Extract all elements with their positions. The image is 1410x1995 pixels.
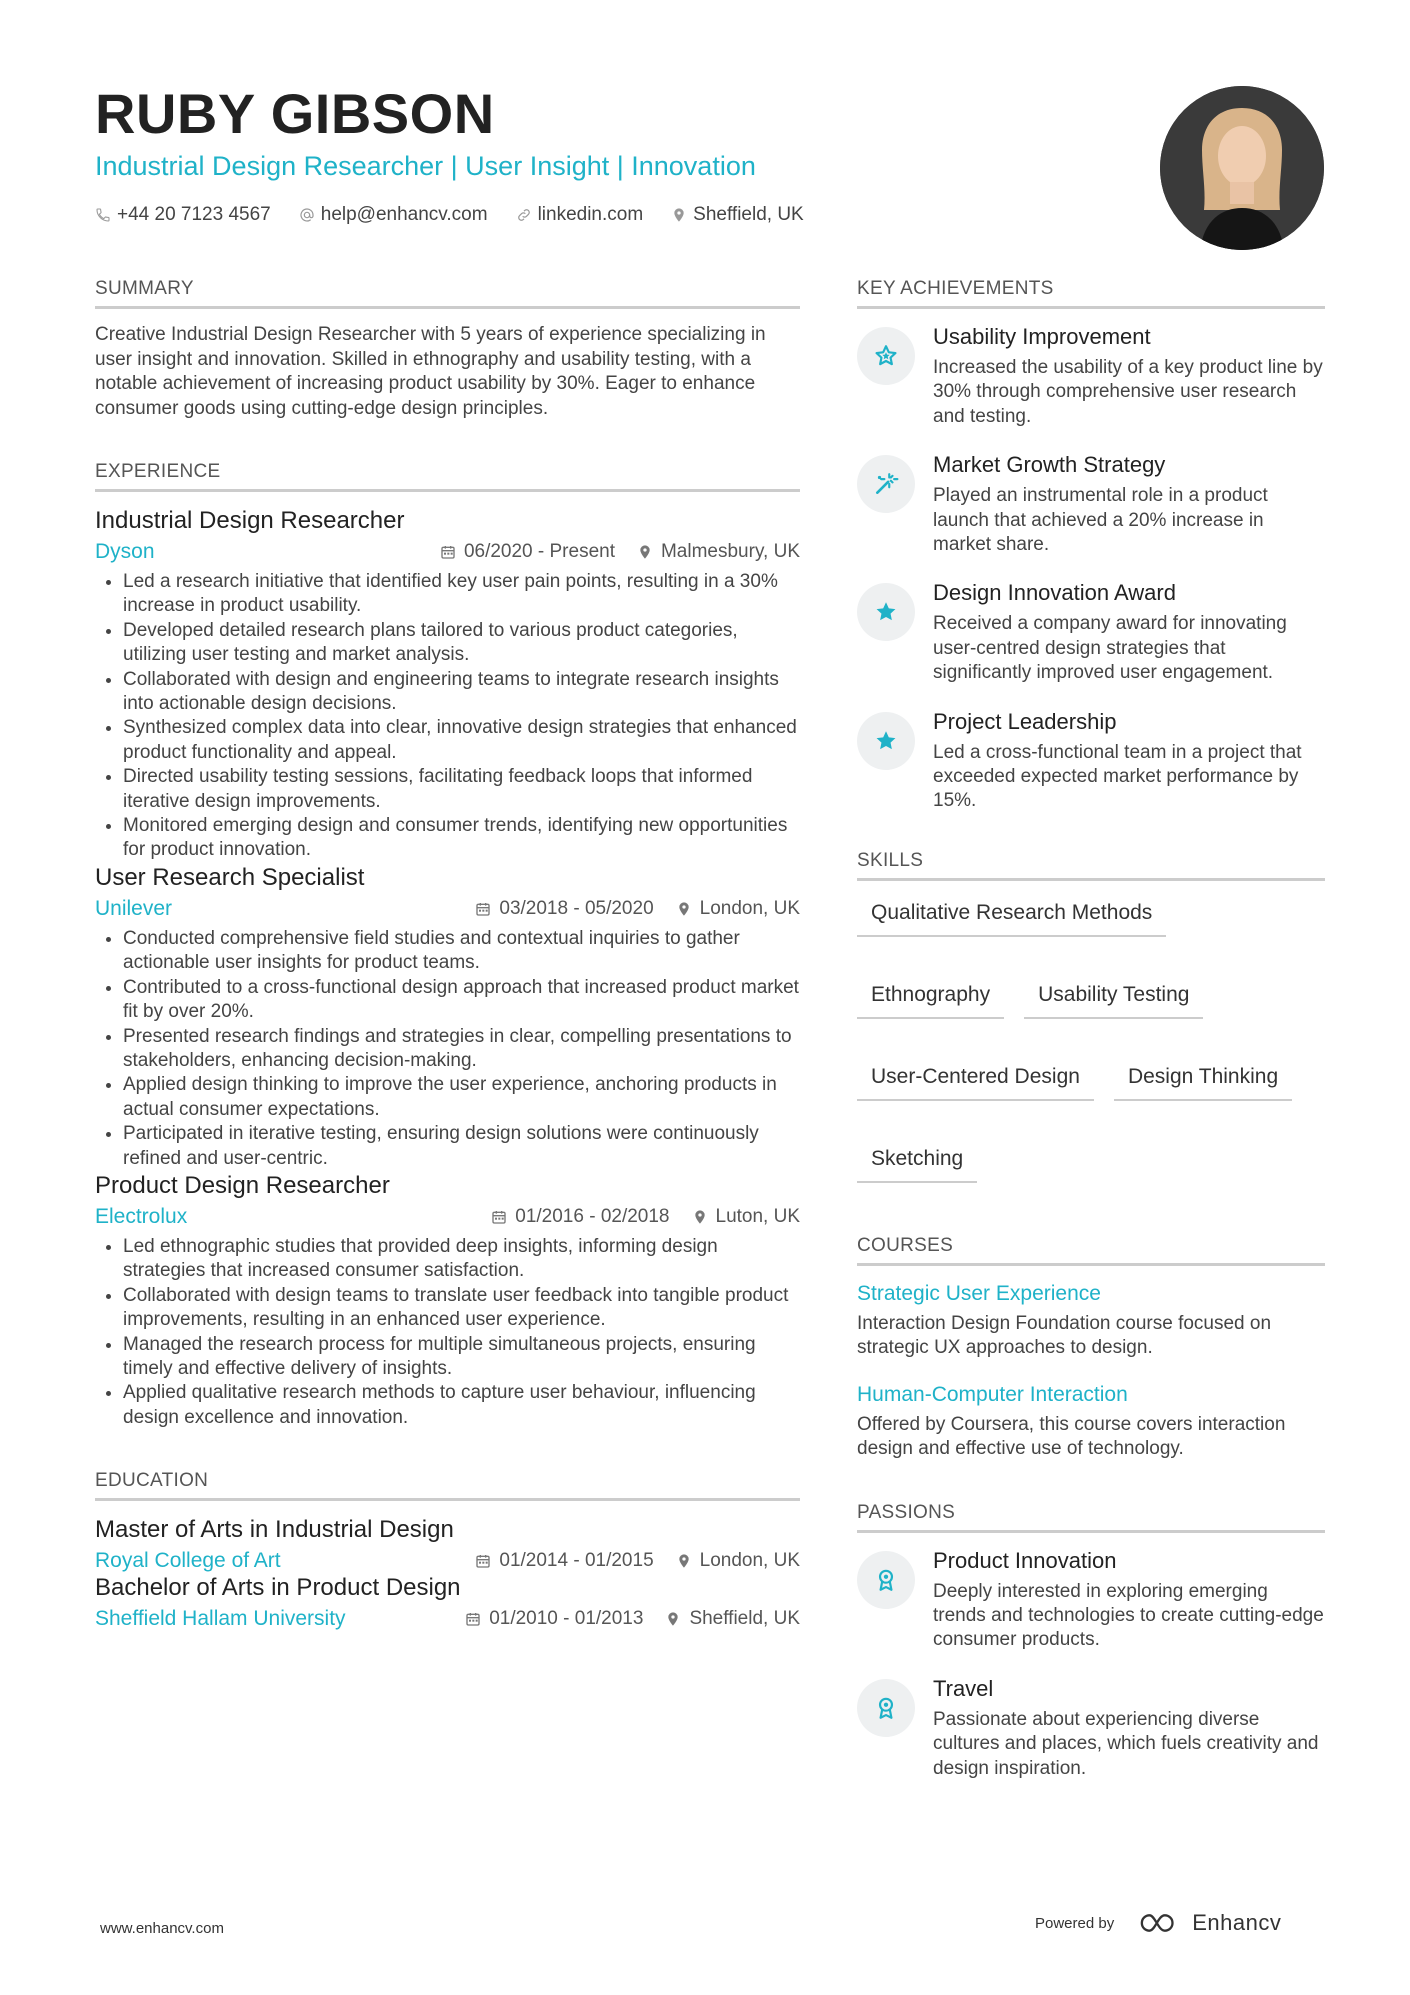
achievement-icon-wrap: [857, 327, 915, 385]
magic-wand-icon: [873, 471, 899, 497]
section-heading: SUMMARY: [95, 278, 800, 309]
award-ribbon-icon: [873, 1695, 899, 1721]
course-desc: Interaction Design Foundation course focused on strategic UX approaches to design.: [857, 1312, 1272, 1359]
education-dates: [475, 1550, 653, 1572]
at-icon: [299, 207, 315, 223]
education-item: [95, 1515, 800, 1573]
passion-desc: Passionate about experiencing diverse cultures and places, which fuels creativity and design inspiration.: [933, 1708, 1319, 1779]
passions-section: [857, 1502, 1325, 1781]
job-bullets: [95, 1235, 800, 1430]
bullet: • Participated in iterative testing, ensuring design solutions were continuously refined and user-centric.: [123, 1122, 800, 1171]
bullet: • Applied design thinking to improve the user experience, anchoring products in actual consumer expectations.: [123, 1073, 800, 1122]
job-dates: [491, 1206, 669, 1228]
skill-tag: Design Thinking: [1114, 1059, 1292, 1101]
job-location: [637, 541, 800, 563]
job-bullets: [95, 570, 800, 863]
bullet: • Led ethnographic studies that provided deep insights, informing design strategies that increased consumer satisfaction.: [123, 1235, 800, 1284]
achievement-title: Project Leadership: [933, 708, 1117, 734]
section-heading: SKILLS: [857, 850, 1325, 881]
footer-website[interactable]: www.enhancv.com: [100, 1920, 224, 1937]
powered-by-text: Powered by: [1035, 1914, 1115, 1932]
education-location-text: Sheffield, UK: [689, 1608, 800, 1630]
company-name: Electrolux: [95, 1204, 188, 1228]
location-pin-icon: [676, 901, 692, 917]
job-dates-text: 01/2016 - 02/2018: [515, 1205, 670, 1227]
passion-icon-wrap: [857, 1679, 915, 1737]
course-title: Human-Computer Interaction: [857, 1382, 1128, 1406]
location-pin-icon: [665, 1611, 681, 1627]
bullet: • Collaborated with design teams to translate user feedback into tangible product improvements, resulting in an enhanced user experience.: [123, 1284, 800, 1333]
job-title: Product Design Researcher: [95, 1171, 390, 1199]
contact-location: [671, 204, 804, 226]
job-meta: [95, 1205, 800, 1229]
enhancv-logo-icon: [1138, 1911, 1184, 1935]
right-column: [857, 278, 1325, 1821]
bullet: • Contributed to a cross-functional design approach that increased product market fit by over 20%.: [123, 976, 800, 1025]
degree-title: Bachelor of Arts in Product Design: [95, 1574, 461, 1602]
achievement-desc: Played an instrumental role in a product launch that achieved a 20% increase in market share.: [933, 485, 1268, 556]
achievement-desc: Led a cross-functional team in a project that exceeded expected market performance by 15%.: [933, 741, 1302, 812]
achievement-body: [933, 451, 1325, 557]
contact-row: [95, 204, 1125, 226]
company-name: Unilever: [95, 896, 173, 920]
job-details: [491, 1206, 800, 1228]
summary-section: [95, 278, 800, 421]
location-pin-icon: [671, 207, 687, 223]
profile-photo: [1160, 86, 1324, 250]
star-outline-icon: [873, 343, 899, 369]
contact-phone: [95, 204, 271, 226]
footer-branding: [1035, 1910, 1281, 1936]
education-dates-text: 01/2010 - 01/2013: [489, 1608, 644, 1630]
brand-logo[interactable]: [1138, 1910, 1281, 1936]
achievement-icon-wrap: [857, 712, 915, 770]
summary-text: Creative Industrial Design Researcher with 5 years of experience specializing in user insight and innovation. Skilled in ethnography and usability testing, with a notable achievement of increasing product usability by 30%. Eager to enhance consumer goods using cutting-edge design principles.: [95, 324, 766, 419]
candidate-title: Industrial Design Researcher | User Insight | Innovation: [95, 151, 756, 181]
achievement-icon-wrap: [857, 455, 915, 513]
education-item: [95, 1573, 800, 1631]
bullet: • Monitored emerging design and consumer trends, identifying new opportunities for product innovation.: [123, 814, 800, 863]
skill-tag: Sketching: [857, 1141, 977, 1183]
job-title: User Research Specialist: [95, 863, 365, 891]
phone-icon: [95, 207, 111, 223]
education-meta: [95, 1607, 800, 1631]
star-icon: [873, 728, 899, 754]
achievement-body: [933, 579, 1325, 685]
linkedin-text[interactable]: linkedin.com: [537, 204, 644, 225]
resume-header: [95, 80, 1125, 226]
job-location-text: London, UK: [699, 897, 800, 919]
job-meta: [95, 540, 800, 564]
skill-tag: User-Centered Design: [857, 1059, 1094, 1101]
star-icon: [873, 599, 899, 625]
school-name: Royal College of Art: [95, 1549, 281, 1573]
experience-item: [95, 863, 800, 1171]
course-title: Strategic User Experience: [857, 1281, 1101, 1305]
left-column: [95, 278, 800, 1671]
bullet: • Collaborated with design and engineering teams to integrate research insights into actionable design decisions.: [123, 668, 800, 717]
achievement-item: [857, 708, 1325, 814]
email-text[interactable]: help@enhancv.com: [320, 204, 488, 225]
education-dates: [465, 1608, 643, 1630]
contact-linkedin[interactable]: [516, 204, 644, 226]
job-meta: [95, 897, 800, 921]
experience-item: [95, 1171, 800, 1430]
achievement-item: [857, 451, 1325, 557]
education-location-text: London, UK: [699, 1550, 800, 1572]
degree-title: Master of Arts in Industrial Design: [95, 1516, 454, 1544]
calendar-icon: [465, 1611, 481, 1627]
calendar-icon: [475, 1553, 491, 1569]
passion-item: [857, 1547, 1325, 1653]
section-heading: KEY ACHIEVEMENTS: [857, 278, 1325, 309]
passion-title: Product Innovation: [933, 1547, 1117, 1573]
education-dates-text: 01/2014 - 01/2015: [499, 1550, 654, 1572]
portrait-image: [1160, 86, 1324, 250]
achievement-item: [857, 579, 1325, 685]
skills-section: [857, 850, 1325, 1183]
job-details: [475, 898, 800, 920]
location-text: Sheffield, UK: [693, 204, 804, 225]
achievements-section: [857, 278, 1325, 814]
skills-list: [857, 895, 1325, 1183]
section-heading: COURSES: [857, 1235, 1325, 1266]
achievement-title: Market Growth Strategy: [933, 452, 1166, 478]
section-heading: EXPERIENCE: [95, 461, 800, 492]
bullet: • Led a research initiative that identified key user pain points, resulting in a 30% increase in product usability.: [123, 570, 800, 619]
job-location: [676, 898, 800, 920]
passion-icon-wrap: [857, 1551, 915, 1609]
bullet: • Directed usability testing sessions, facilitating feedback loops that informed iterative design improvements.: [123, 765, 800, 814]
school-name: Sheffield Hallam University: [95, 1607, 346, 1631]
link-icon: [516, 207, 532, 223]
passion-desc: Deeply interested in exploring emerging trends and technologies to create cutting-edge consumer products.: [933, 1580, 1324, 1651]
achievement-item: [857, 323, 1325, 429]
location-pin-icon: [637, 544, 653, 560]
section-heading: EDUCATION: [95, 1470, 800, 1501]
bullet: • Applied qualitative research methods to capture user behaviour, influencing design excellence and innovation.: [123, 1381, 800, 1430]
experience-item: [95, 506, 800, 863]
skill-tag: Qualitative Research Methods: [857, 895, 1166, 937]
education-location: [676, 1550, 800, 1572]
job-dates: [475, 898, 653, 920]
bullet: • Synthesized complex data into clear, innovative design strategies that enhanced product functionality and appeal.: [123, 716, 800, 765]
skill-tag: Usability Testing: [1024, 977, 1203, 1019]
job-location-text: Malmesbury, UK: [660, 541, 800, 562]
education-meta: [95, 1549, 800, 1573]
contact-email[interactable]: [299, 204, 488, 226]
job-dates-text: 06/2020 - Present: [463, 541, 615, 562]
section-heading: PASSIONS: [857, 1502, 1325, 1533]
bullet: • Developed detailed research plans tailored to various product categories, utilizing user testing and market analysis.: [123, 619, 800, 668]
education-location: [665, 1608, 800, 1630]
achievement-body: [933, 323, 1325, 429]
bullet: • Managed the research process for multiple simultaneous projects, ensuring timely and effective delivery of insights.: [123, 1333, 800, 1382]
award-ribbon-icon: [873, 1567, 899, 1593]
job-location-text: Luton, UK: [715, 1205, 800, 1227]
brand-name: Enhancv: [1192, 1910, 1282, 1935]
passion-body: [933, 1675, 1325, 1781]
location-pin-icon: [692, 1209, 708, 1225]
achievement-title: Design Innovation Award: [933, 580, 1176, 606]
job-dates: [440, 541, 615, 563]
course-desc: Offered by Coursera, this course covers interaction design and effective use of technology.: [857, 1413, 1286, 1460]
calendar-icon: [491, 1209, 507, 1225]
company-name: Dyson: [95, 540, 155, 563]
job-bullets: [95, 927, 800, 1171]
achievement-icon-wrap: [857, 583, 915, 641]
passion-body: [933, 1547, 1325, 1653]
candidate-name: RUBY GIBSON: [95, 82, 495, 145]
job-title: Industrial Design Researcher: [95, 507, 405, 534]
calendar-icon: [475, 901, 491, 917]
bullet: • Conducted comprehensive field studies and contextual inquiries to gather actionable user insights for product teams.: [123, 927, 800, 976]
achievement-body: [933, 708, 1325, 814]
courses-section: [857, 1235, 1325, 1462]
experience-section: [95, 461, 800, 1430]
phone-text: +44 20 7123 4567: [117, 204, 271, 225]
location-pin-icon: [676, 1553, 692, 1569]
passion-item: [857, 1675, 1325, 1781]
job-location: [692, 1206, 801, 1228]
achievement-title: Usability Improvement: [933, 324, 1151, 349]
passion-title: Travel: [933, 1675, 994, 1701]
job-details: [440, 541, 800, 563]
achievement-desc: Increased the usability of a key product line by 30% through comprehensive user research and testing.: [933, 357, 1323, 427]
education-section: [95, 1470, 800, 1631]
education-details: [465, 1608, 800, 1630]
job-dates-text: 03/2018 - 05/2020: [499, 897, 654, 919]
skill-tag: Ethnography: [857, 977, 1004, 1019]
education-details: [475, 1550, 800, 1572]
achievement-desc: Received a company award for innovating user-centred design strategies that significantly improved user engagement.: [933, 613, 1287, 684]
bullet: • Presented research findings and strategies in clear, compelling presentations to stakeholders, enhancing decision-making.: [123, 1025, 800, 1074]
calendar-icon: [440, 544, 456, 560]
